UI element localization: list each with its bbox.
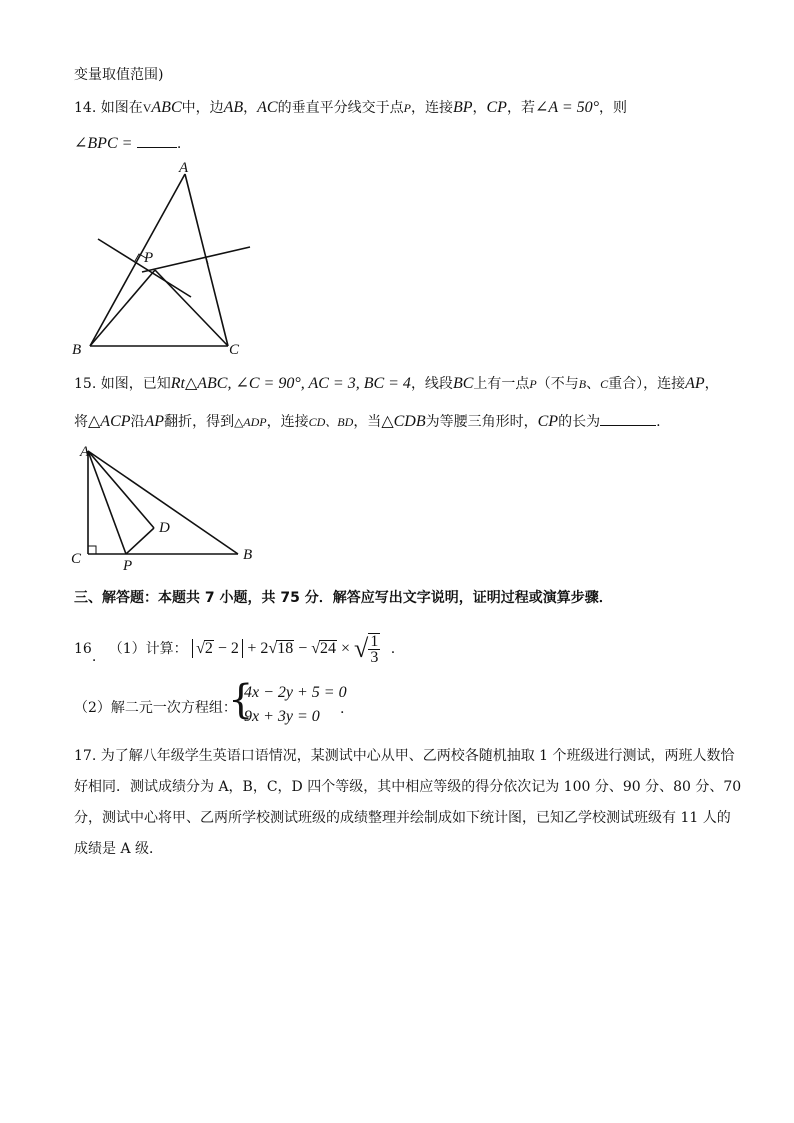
question-14-stem: 14. 如图在VABC中，边AB，AC的垂直平分线交于点P，连接BP，CP，若∠A = 50°，则 [74,99,628,116]
label-p: P [123,558,133,574]
equation-1: 4x − 2y + 5 = 0 [244,684,347,701]
question-15-stem-line2: 将△ACP沿AP翻折，得到△ADP，连接CD、BD，当△CDB为等腰三角形时，CP的长为 . [74,413,661,430]
answer-blank[interactable] [600,411,656,426]
question-number: 15. [74,376,97,392]
perpendicular-bisector-ac [142,247,250,272]
section-heading: 三、解答题：本题共 7 小题，共 75 分．解答应写出文字说明，证明过程或演算步骤． [74,590,613,606]
absolute-value: √2 − 2 [192,639,243,658]
side-ab [90,174,185,346]
segment-ap [88,451,126,554]
label-d: D [159,520,170,536]
question-number: 16 [74,641,92,657]
question-17-line-2: 好相同．测试成绩分为 A，B，C，D 四个等级，其中相应等级的得分依次记为 100 分、90 分、80 分、70 [74,779,742,795]
question-17-line-3: 分，测试中心将甲、乙两所学校测试班级的成绩整理并绘制成如下统计图，已知乙学校测试班级有 11 人的 [74,810,731,826]
segment-dp [126,528,154,554]
question-15-stem-line1: 15. 如图，已知Rt△ABC, ∠C = 90°, AC = 3, BC = 4，线段BC上有一点P（不与B、C重合），连接AP， [74,375,719,392]
question-16-part-2-label: （2）解二元一次方程组： [74,700,237,716]
previous-question-tail: 变量取值范围) [74,67,164,83]
segment-bp [90,270,155,346]
side-ab [88,451,238,554]
label-c: C [229,342,240,358]
equation-2: 9x + 3y = 0 [244,708,320,725]
figure-14 [60,152,260,362]
label-c: C [71,551,82,567]
question-number: 14. [74,100,97,116]
fraction: $\frac{1}{3}$ [370,633,379,666]
question-17-line-4: 成绩是 A 级． [74,841,164,857]
label-b: B [72,342,82,358]
question-17-line-1: 17. 为了解八年级学生英语口语情况，某测试中心从甲、乙两校各随机抽取 1 个班级进行测试，两班人数恰 [74,748,735,764]
question-16-part-1: 16. （1）计算： √2 − 2 + 2√18 − √24 × √ $\frac{1}{3}$ . [74,633,396,666]
label-a: A [80,444,90,460]
figure-15 [66,436,266,576]
label-p: P [144,250,154,266]
right-angle-mark [88,546,96,554]
answer-blank[interactable] [137,133,177,148]
segment-cp [155,270,228,346]
system-brace: { [228,677,254,723]
label-b: B [243,547,253,563]
question-14-ask: ∠BPC = . [74,135,182,152]
label-a: A [179,160,189,176]
